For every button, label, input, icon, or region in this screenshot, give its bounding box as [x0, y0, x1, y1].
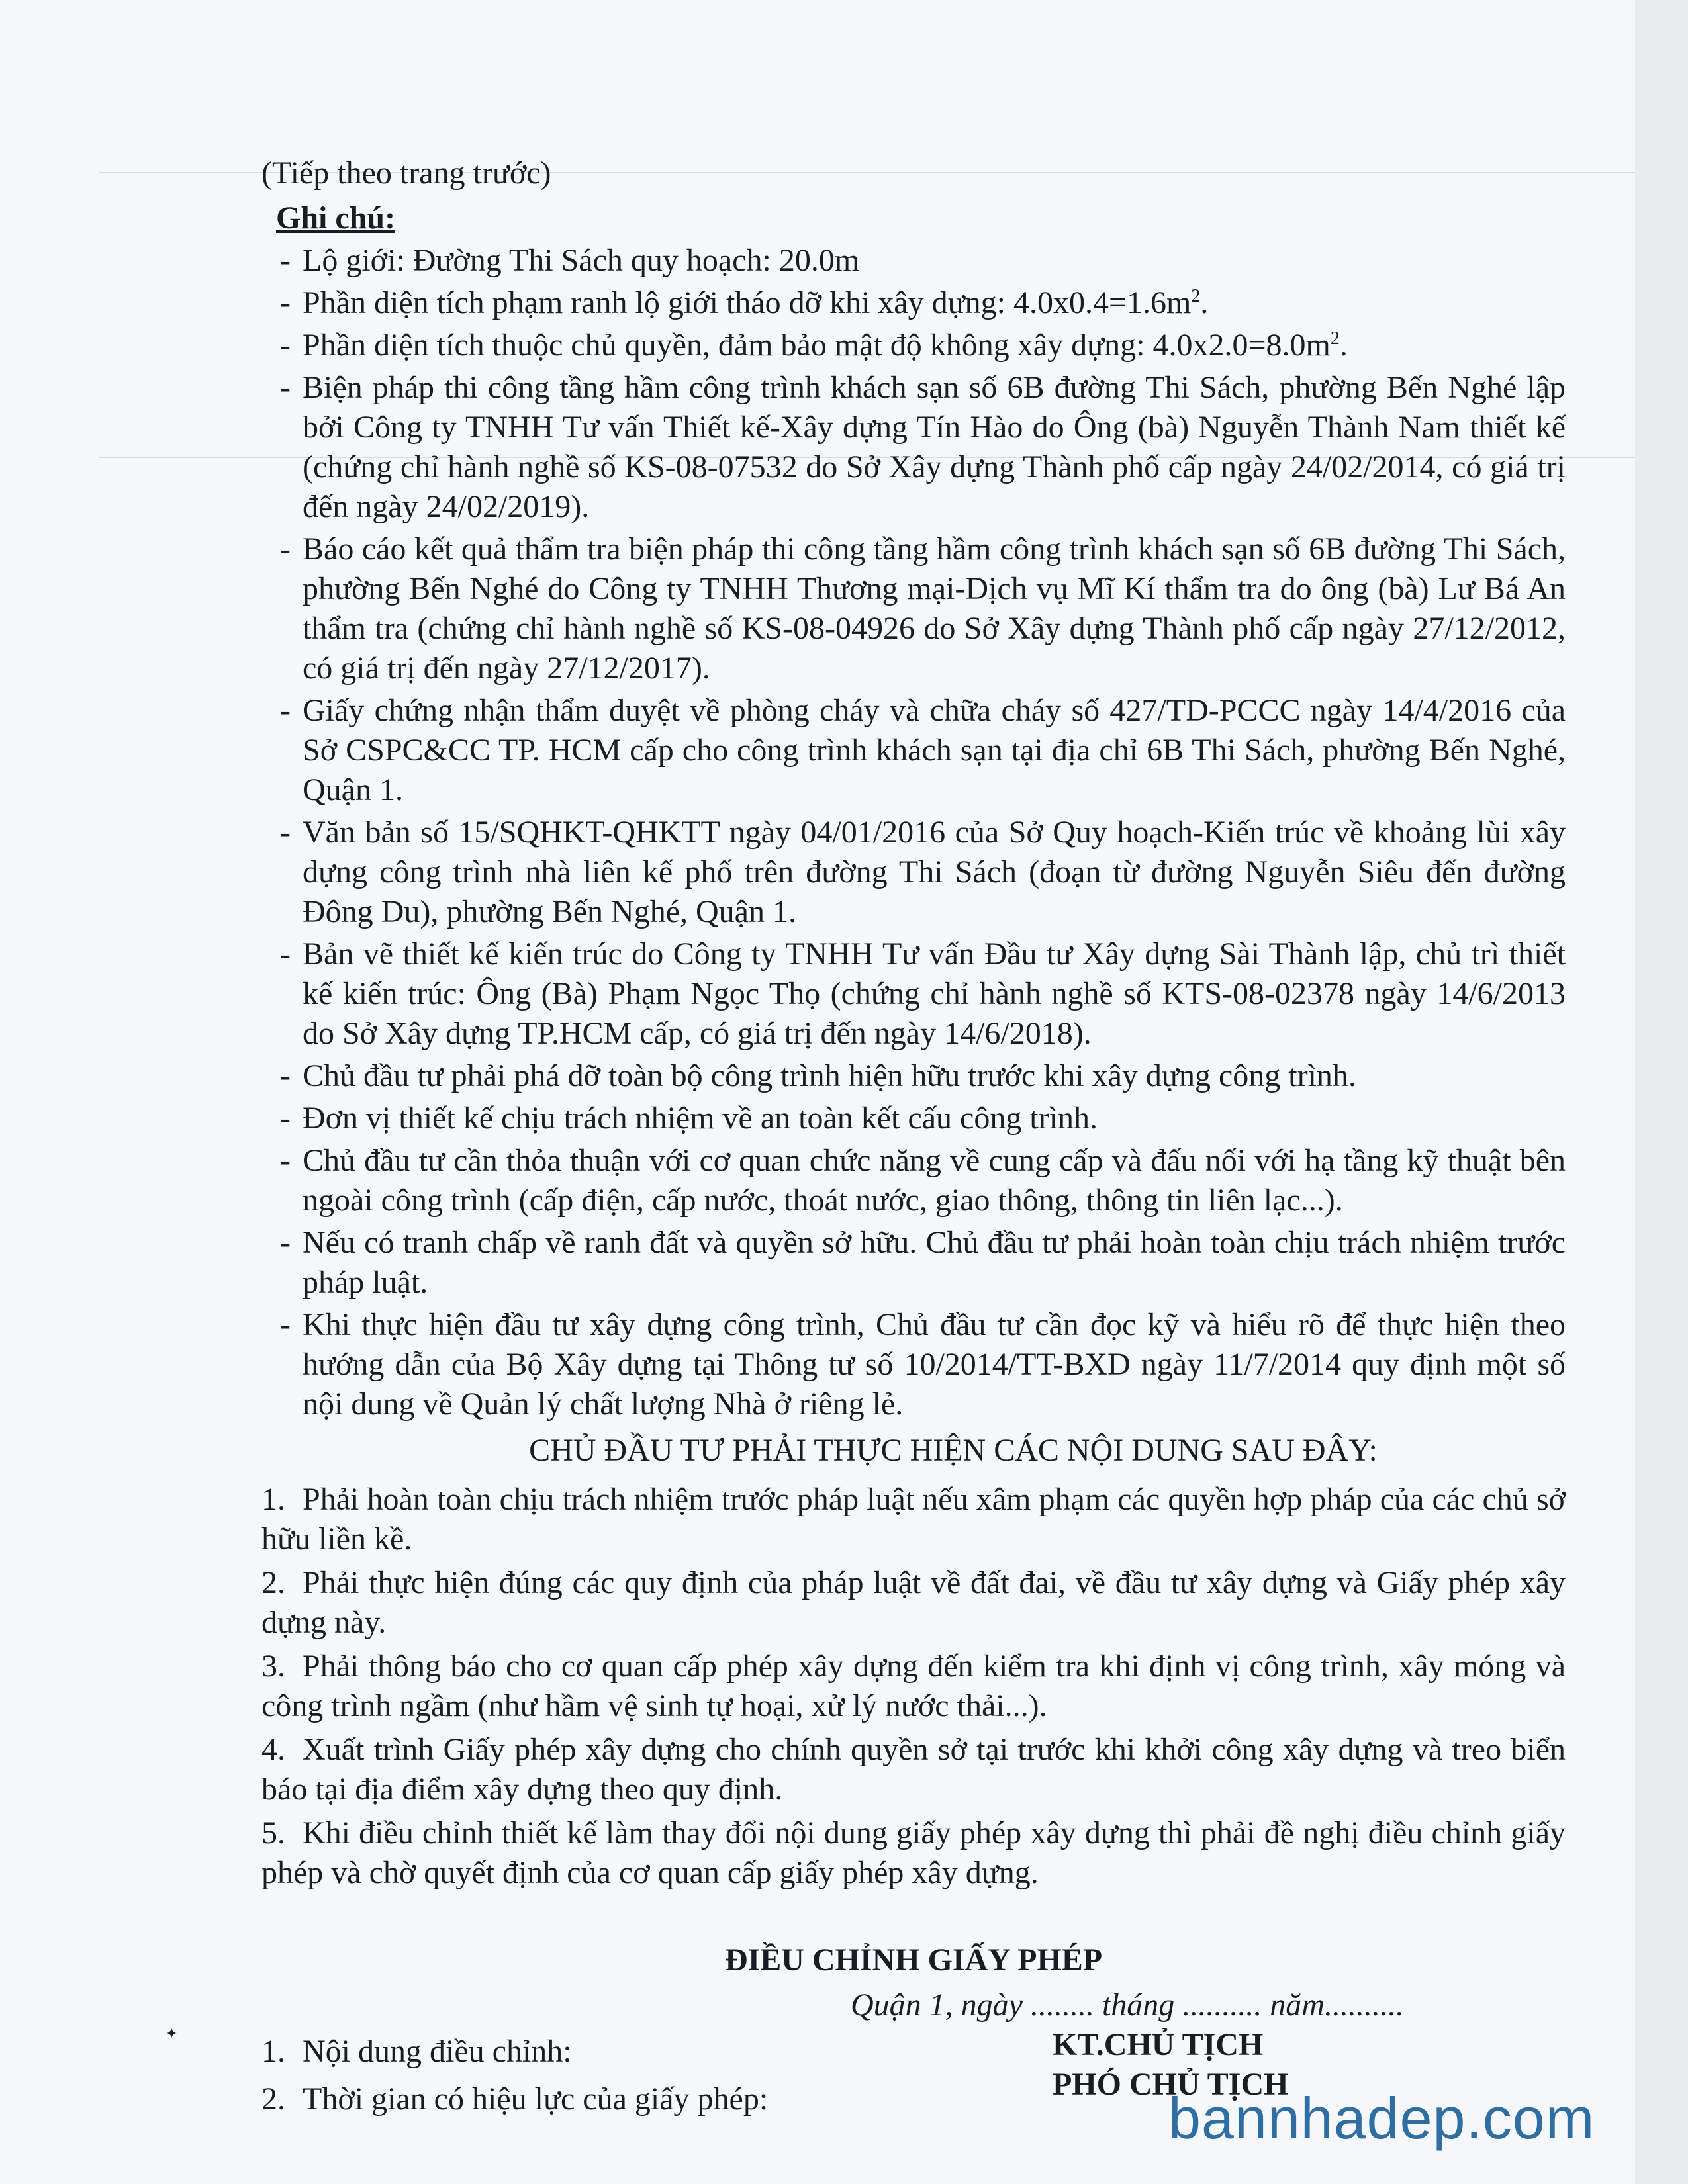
note-item: - Báo cáo kết quả thẩm tra biện pháp thi công tầng hầm công trình khách sạn số 6B đường Thi Sách, phường Bến Nghé do Công ty TNHH Thương mại-Dịch vụ Mĩ Kí thẩm tra do ông (bà) Lư Bá An thẩm tra (chứng chỉ hành nghề số KS-08-04926 do Sở Xây dựng Thành phố cấp ngày 27/12/2012, có giá trị đến ngày 27/12/2017). — [280, 531, 1566, 686]
note-item: - Bản vẽ thiết kế kiến trúc do Công ty TNHH Tư vấn Đầu tư Xây dựng Sài Thành lập, chủ trì thiết kế kiến trúc: Ông (Bà) Phạm Ngọc Thọ (chứng chỉ hành nghề số KTS-08-02378 ngày 14/6/2013 do Sở Xây dựng TP.HCM cấp, có giá trị đến ngày 14/6/2018). — [280, 936, 1566, 1051]
note-item: - Nếu có tranh chấp về ranh đất và quyền sở hữu. Chủ đầu tư phải hoàn toàn chịu trách nhiệm trước pháp luật. — [280, 1225, 1566, 1300]
adjustment-item: 1. Nội dung điều chỉnh: — [261, 2034, 572, 2069]
obligation-item: 1. Phải hoàn toàn chịu trách nhiệm trước pháp luật nếu xâm phạm các quyền hợp pháp của các chủ sở hữu liền kề. — [261, 1482, 1566, 1557]
continued-header: (Tiếp theo trang trước) — [261, 156, 551, 191]
adjustment-item: 2. Thời gian có hiệu lực của giấy phép: — [261, 2081, 769, 2116]
place-date-line: Quận 1, ngày ........ tháng .......... năm.......... — [851, 1987, 1404, 2023]
scan-speck: ✦ — [165, 2025, 178, 2042]
signer-title: KT.CHỦ TỊCH — [1053, 2027, 1264, 2062]
document-body — [261, 154, 1566, 2127]
note-item: - Biện pháp thi công tầng hầm công trình khách sạn số 6B đường Thi Sách, phường Bến Nghé lập bởi Công ty TNHH Tư vấn Thiết kế-Xây dựng Tín Hào do Ông (bà) Nguyễn Thành Nam thiết kế (chứng chỉ hành nghề số KS-08-07532 do Sở Xây dựng Thành phố cấp ngày 24/02/2014, có giá trị đến ngày 24/02/2019). — [280, 370, 1566, 524]
note-item: - Giấy chứng nhận thẩm duyệt về phòng cháy và chữa cháy số 427/TD-PCCC ngày 14/4/2016 của Sở CSPC&CC TP. HCM cấp cho công trình khách sạn tại địa chỉ 6B Thi Sách, phường Bến Nghé, Quận 1. — [280, 693, 1566, 807]
note-item: - Phần diện tích thuộc chủ quyền, đảm bảo mật độ không xây dựng: $4.0x2.0=8.0m^2$. — [280, 328, 1348, 363]
obligation-item: 2. Phải thực hiện đúng các quy định của pháp luật về đất đai, về đầu tư xây dựng và Giấy phép xây dựng này. — [261, 1565, 1566, 1640]
note-item: - Chủ đầu tư phải phá dỡ toàn bộ công trình hiện hữu trước khi xây dựng công trình. — [280, 1058, 1356, 1093]
obligation-item: 3. Phải thông báo cho cơ quan cấp phép xây dựng đến kiểm tra khi định vị công trình, xây móng và công trình ngầm (như hầm vệ sinh tự hoại, xử lý nước thải...). — [261, 1649, 1566, 1723]
obligations-list — [261, 1480, 1566, 1893]
obligation-item: 5. Khi điều chỉnh thiết kế làm thay đổi nội dung giấy phép xây dựng thì phải đề nghị điều chỉnh giấy phép và chờ quyết định của cơ quan cấp giấy phép xây dựng. — [261, 1815, 1566, 1890]
obligation-item: 4. Xuất trình Giấy phép xây dựng cho chính quyền sở tại trước khi khởi công xây dựng và treo biển báo tại địa điểm xây dựng theo quy định. — [261, 1732, 1566, 1807]
note-item: - Chủ đầu tư cần thỏa thuận với cơ quan chức năng về cung cấp và đấu nối với hạ tầng kỹ thuật bên ngoài công trình (cấp điện, cấp nước, thoát nước, giao thông, thông tin liên lạc...). — [280, 1143, 1566, 1218]
watermark-text: bannhadep.com — [1168, 2085, 1595, 2151]
note-item: - Khi thực hiện đầu tư xây dựng công trình, Chủ đầu tư cần đọc kỹ và hiểu rõ để thực hiện theo hướng dẫn của Bộ Xây dựng tại Thông tư số 10/2014/TT-BXD ngày 11/7/2014 quy định một số nội dung về Quản lý chất lượng Nhà ở riêng lẻ. — [280, 1307, 1566, 1422]
scan-edge — [1635, 0, 1688, 2184]
notes-list — [261, 241, 1566, 1424]
notes-title: Ghi chú: — [276, 201, 396, 236]
note-item: - Lộ giới: Đường Thi Sách quy hoạch: 20.0m — [280, 243, 860, 278]
note-item: - Phần diện tích phạm ranh lộ giới tháo dỡ khi xây dựng: $4.0x0.4=1.6m^2$. — [280, 285, 1209, 320]
adjustment-title: ĐIỀU CHỈNH GIẤY PHÉP — [724, 1942, 1103, 1978]
note-item: - Đơn vị thiết kế chịu trách nhiệm về an toàn kết cấu công trình. — [280, 1101, 1098, 1136]
note-item: - Văn bản số 15/SQHKT-QHKTT ngày 04/01/2016 của Sở Quy hoạch-Kiến trúc về khoảng lùi xây dựng công trình nhà liên kế phố trên đường Thi Sách (đoạn từ đường Nguyễn Siêu đến đường Đông Du), phường Bến Nghé, Quận 1. — [280, 815, 1566, 929]
obligations-title: CHỦ ĐẦU TƯ PHẢI THỰC HIỆN CÁC NỘI DUNG SAU ĐÂY: — [529, 1433, 1378, 1468]
signer-subtitle: PHÓ CHỦ TỊCH — [1053, 2067, 1289, 2102]
